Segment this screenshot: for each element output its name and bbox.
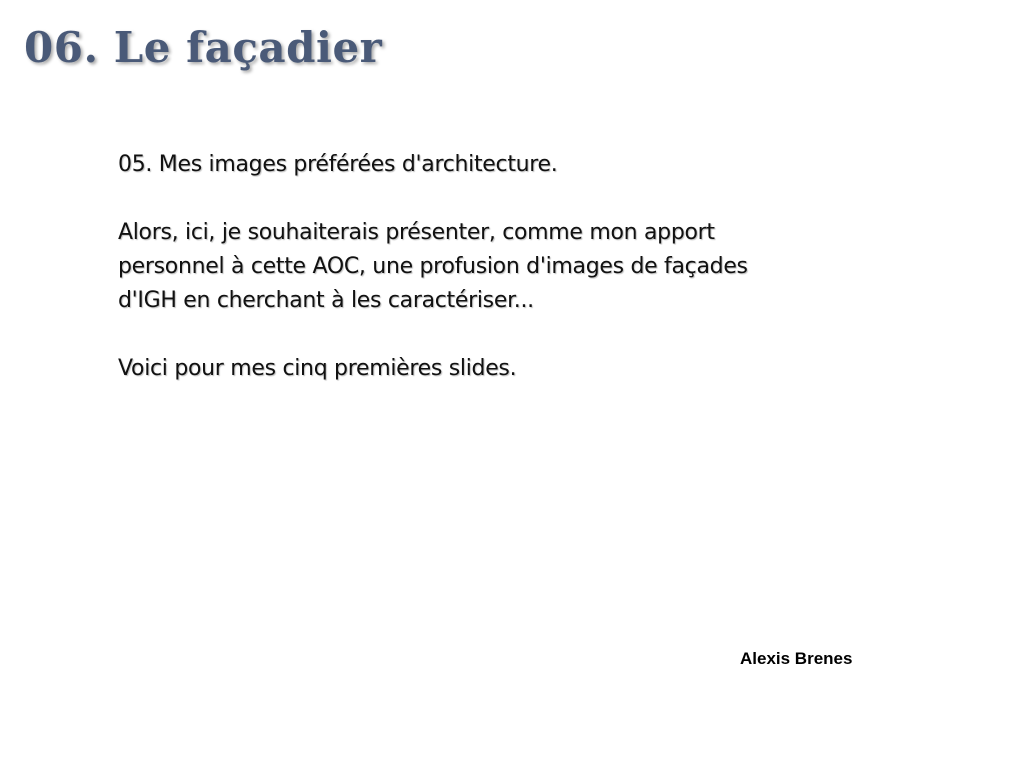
body-heading: 05. Mes images préférées d'architecture. bbox=[118, 152, 558, 177]
body-intro-line-2: personnel à cette AOC, une profusion d'images de façades bbox=[118, 254, 748, 279]
paragraph-spacer bbox=[118, 182, 818, 216]
body-closing: Voici pour mes cinq premières slides. bbox=[118, 356, 517, 381]
body-intro-line-1: Alors, ici, je souhaiterais présenter, comme mon apport bbox=[118, 220, 715, 245]
paragraph-spacer bbox=[118, 318, 818, 352]
slide-title: 06. Le façadier bbox=[24, 23, 383, 72]
author-name: Alexis Brenes bbox=[740, 649, 853, 668]
body-intro-line-3: d'IGH en cherchant à les caractériser... bbox=[118, 288, 534, 313]
slide-body bbox=[118, 148, 818, 386]
